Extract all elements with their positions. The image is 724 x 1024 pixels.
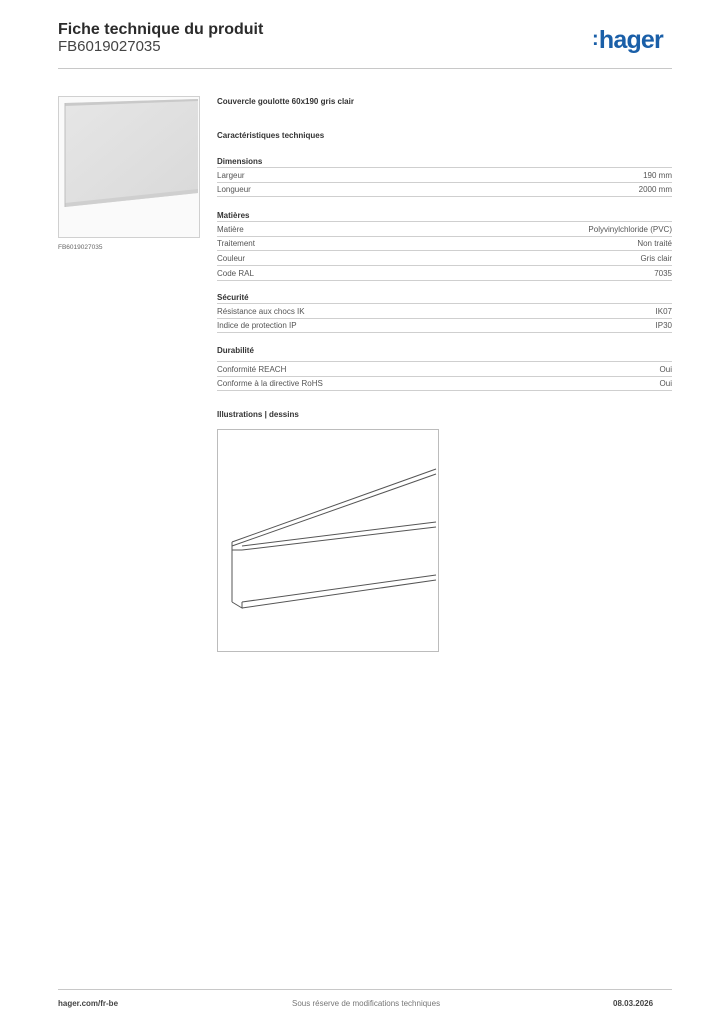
specs-heading: Caractéristiques techniques [217,131,325,140]
footer-website: hager.com/fr-be [58,999,119,1008]
spec-label: Matière [217,225,244,234]
spec-row [217,236,672,251]
spec-value: 190 mm [643,171,672,180]
spec-label: Indice de protection IP [217,321,297,330]
spec-row [217,251,672,266]
spec-label: Traitement [217,239,255,248]
spec-label: Longueur [217,185,251,194]
footer-date: 08.03.2026 [613,999,654,1008]
spec-row [217,167,672,183]
illustrations-heading: Illustrations | dessins [217,410,299,419]
footer-disclaimer: Sous réserve de modifications techniques [292,999,441,1008]
spec-row [217,376,672,391]
footer-divider [58,989,672,990]
spec-value: 7035 [654,269,672,278]
spec-label: Largeur [217,171,245,180]
spec-label: Conformité REACH [217,365,287,374]
hager-logo: :hager [592,26,663,54]
spec-value: Gris clair [640,254,672,263]
spec-value: Polyvinylchloride (PVC) [588,225,672,234]
section-title-materials: Matières [217,211,250,220]
spec-row [217,303,672,319]
spec-label: Conforme à la directive RoHS [217,379,323,388]
spec-value: IK07 [655,307,672,316]
technical-drawing [217,429,439,652]
spec-value: IP30 [655,321,672,330]
spec-label: Code RAL [217,269,254,278]
photo-caption: FB6019027035 [58,244,103,251]
spec-label: Résistance aux chocs IK [217,307,305,316]
spec-row [217,266,672,281]
spec-row [217,182,672,197]
spec-value: 2000 mm [638,185,672,194]
section-title-durability: Durabilité [217,346,254,355]
logo-text: hager [598,26,663,54]
spec-value: Oui [659,365,672,374]
section-title-dimensions: Dimensions [217,157,263,166]
spec-row [217,361,672,377]
section-title-safety: Sécurité [217,293,249,302]
cover-line-drawing [218,430,438,651]
product-reference: FB6019027035 [58,38,161,55]
spec-row [217,318,672,333]
spec-value: Non traité [637,239,672,248]
product-photo-image [59,97,199,237]
header-divider [58,68,672,69]
product-photo [58,96,200,238]
spec-row [217,221,672,237]
page-title: Fiche technique du produit [58,21,264,38]
spec-value: Oui [659,379,672,388]
spec-label: Couleur [217,254,246,263]
product-description: Couvercle goulotte 60x190 gris clair [217,97,354,106]
